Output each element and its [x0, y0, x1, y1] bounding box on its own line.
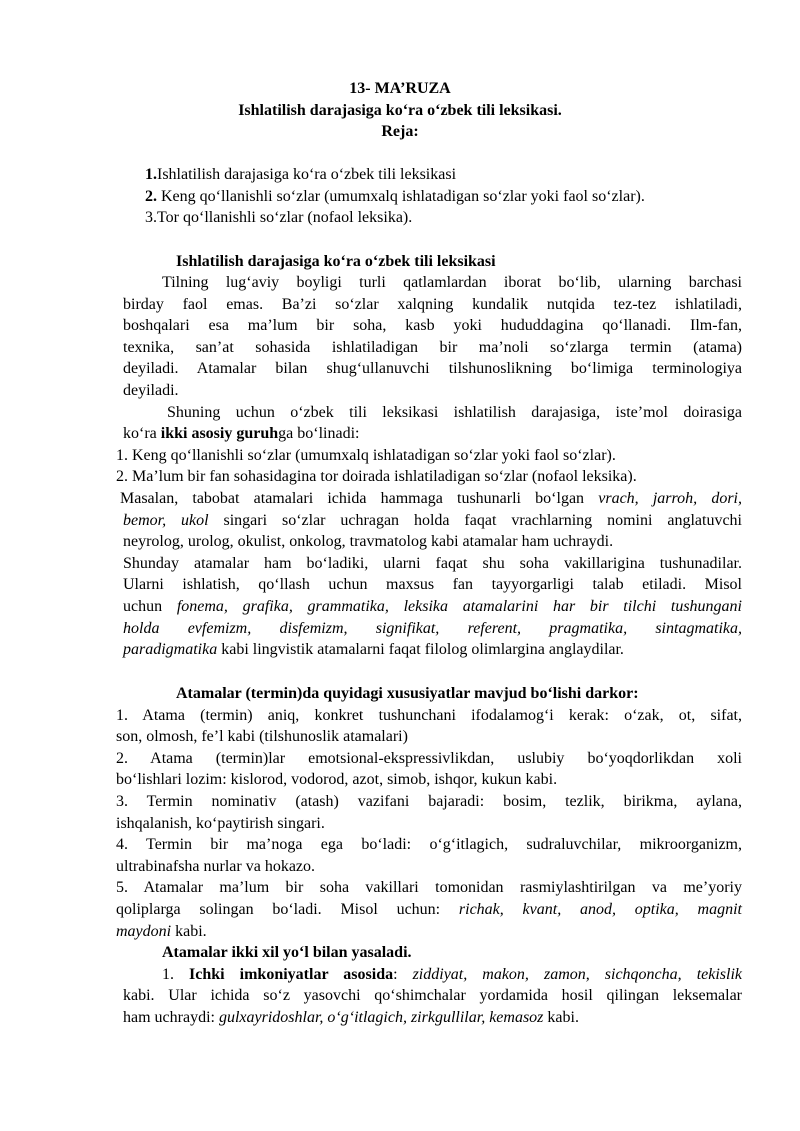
section2-heading: Atamalar (termin)da quyidagi xususiyatlar mavjud bo‘lishi darkor: [176, 685, 639, 702]
paragraph-line: bemor, ukol singari so‘zlar uchragan holda faqat vrachlarning nomini anglatuvchi [123, 512, 743, 529]
paragraph-line: neyrolog, urolog, okulist, onkolog, travmatolog kabi atamalar ham uchraydi. [123, 533, 614, 550]
paragraph-line: Ularni ishlatish, qo‘llash uchun maxsus fan tayyorgarligi talab etiladi. Misol [123, 576, 742, 593]
plan-item-2: 2. Keng qo‘llanishli so‘zlar (umumxalq ishlatadigan so‘zlar yoki faol so‘zlar). [145, 188, 645, 205]
document-title: Ishlatilish darajasiga ko‘ra o‘zbek tili leksikasi. [238, 102, 562, 119]
paragraph-line: Shuning uchun o‘zbek tili leksikasi ishlatilish darajasiga, iste’mol doirasiga [167, 404, 742, 421]
paragraph-line: ko‘ra ikki asosiy guruhga bo‘linadi: [123, 425, 360, 442]
property-item: 4. Termin bir ma’noga ega bo‘ladi: o‘g‘itlagich, sudraluvchilar, mikroorganizm, [116, 836, 742, 853]
paragraph-line: kabi. Ular ichida so‘z yasovchi qo‘shimchalar yordamida hosil qilingan leksemalar [123, 987, 742, 1004]
property-item: son, olmosh, fe’l kabi (tilshunoslik atamalari) [116, 728, 408, 745]
section3-heading: Atamalar ikki xil yo‘l bilan yasaladi. [162, 944, 412, 961]
plan-item-1: 1.Ishlatilish darajasiga ko‘ra o‘zbek tili leksikasi [145, 166, 457, 183]
paragraph-line: uchun fonema, grafika, grammatika, leksika atamalarini har bir tilchi tushungani [123, 598, 742, 615]
paragraph-line: boshqalari esa ma’lum bir soha, kasb yoki hududdagina qo‘llanadi. Ilm-fan, [123, 317, 742, 334]
paragraph-line: holda evfemizm, disfemizm, signifikat, referent, pragmatika, sintagmatika, [123, 620, 742, 637]
property-item: 2. Atama (termin)lar emotsional-ekspressivlikdan, uslubiy bo‘yoqdorlikdan xoli [116, 750, 742, 767]
property-item: 5. Atamalar ma’lum bir soha vakillari tomonidan rasmiylashtirilgan va me’yoriy [116, 879, 742, 896]
paragraph-line: Masalan, tabobat atamalari ichida hammaga tushunarli bo‘lgan vrach, jarroh, dori, [120, 490, 743, 507]
paragraph-line: ham uchraydi: gulxayridoshlar, o‘g‘itlagich, zirkgullilar, kemasoz kabi. [123, 1009, 579, 1026]
list-item: 1. Keng qo‘llanishli so‘zlar (umumxalq ishlatadigan so‘zlar yoki faol so‘zlar). [116, 447, 616, 464]
paragraph-line: 1. Ichki imkoniyatlar asosida: ziddiyat, makon, zamon, sichqoncha, tekislik [162, 966, 743, 983]
paragraph-line: deyiladi. Atamalar bilan shug‘ullanuvchi tilshunoslikning bo‘limiga terminologiya [123, 360, 742, 377]
property-item: 3. Termin nominativ (atash) vazifani bajaradi: bosim, tezlik, birikma, aylana, [116, 793, 742, 810]
paragraph-line: Tilning lug‘aviy boyligi turli qatlamlardan iborat bo‘lib, ularning barchasi [162, 274, 742, 291]
property-item: ultrabinafsha nurlar va hokazo. [116, 858, 316, 875]
property-item: qoliplarga solingan bo‘ladi. Misol uchun: richak, kvant, anod, optika, magnit [116, 901, 742, 918]
list-item: 2. Ma’lum bir fan sohasidagina tor doirada ishlatiladigan so‘zlar (nofaol leksika). [116, 468, 637, 485]
paragraph-line: birday faol emas. Ba’zi so‘zlar xalqning kundalik nutqida tez-tez ishlatiladi, [123, 296, 742, 313]
paragraph-line: Shunday atamalar ham bo‘ladiki, ularni faqat shu soha vakillarigina tushunadilar. [123, 555, 742, 572]
plan-heading: Reja: [381, 123, 419, 140]
property-item: bo‘lishlari lozim: kislorod, vodorod, azot, simob, ishqor, kukun kabi. [116, 771, 558, 788]
property-item: ishqalanish, ko‘paytirish singari. [116, 815, 325, 832]
property-item: 1. Atama (termin) aniq, konkret tushunchani ifodalamog‘i kerak: o‘zak, ot, sifat, [116, 707, 742, 724]
paragraph-line: paradigmatika kabi lingvistik atamalarni faqat filolog olimlargina anglaydilar. [123, 641, 624, 658]
paragraph-line: texnika, san’at sohasida ishlatiladigan bir ma’noli so‘zlarga termin (atama) [123, 339, 742, 356]
lecture-number: 13- MA’RUZA [349, 80, 451, 97]
property-item: maydoni kabi. [116, 923, 207, 940]
plan-item-3: 3.Tor qo‘llanishli so‘zlar (nofaol leksika). [145, 209, 413, 226]
section1-heading: Ishlatilish darajasiga ko‘ra o‘zbek tili leksikasi [176, 253, 496, 270]
paragraph-line: deyiladi. [123, 382, 179, 399]
